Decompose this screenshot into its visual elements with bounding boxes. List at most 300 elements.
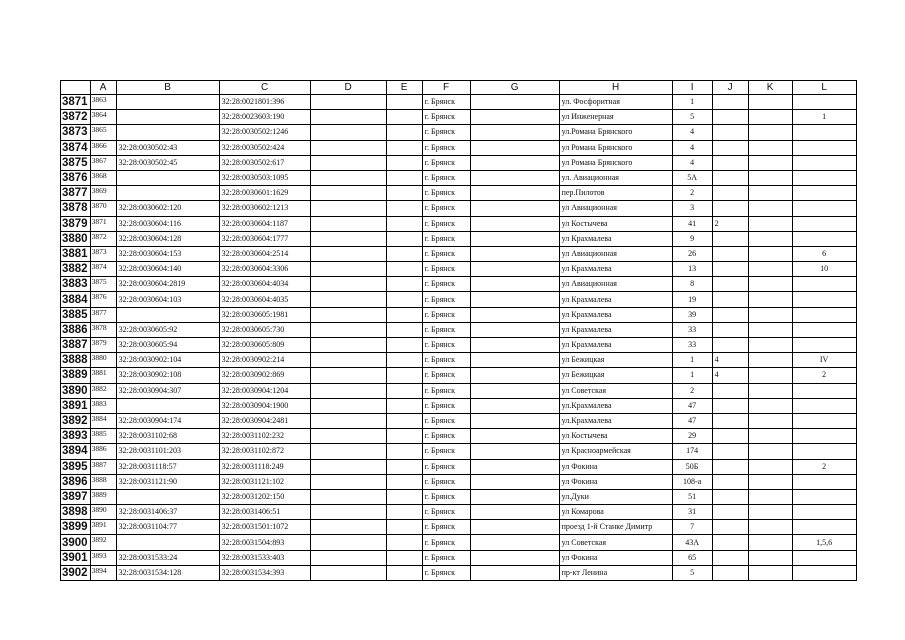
cell-j[interactable] [712,125,748,140]
cell-c[interactable]: 32:28:0030604:3306 [219,262,310,277]
cell-l[interactable] [792,307,856,322]
cell-i[interactable]: 13 [672,262,712,277]
cell-g[interactable] [470,535,559,550]
cell-h[interactable]: ул Комарова [559,505,672,520]
cell-g[interactable] [470,398,559,413]
cell-e[interactable] [386,231,422,246]
column-header-l[interactable]: L [792,81,856,95]
cell-e[interactable] [386,216,422,231]
cell-e[interactable] [386,170,422,185]
cell-g[interactable] [470,186,559,201]
cell-a[interactable]: 3889 [90,489,116,504]
cell-k[interactable] [748,201,792,216]
cell-f[interactable]: г. Брянск [422,140,470,155]
cell-d[interactable] [310,565,386,580]
cell-d[interactable] [310,110,386,125]
cell-a[interactable]: 3881 [90,368,116,383]
row-number[interactable]: 3876 [61,170,91,185]
cell-g[interactable] [470,292,559,307]
cell-l[interactable]: 1 [792,110,856,125]
cell-l[interactable] [792,95,856,110]
cell-h[interactable]: ул Советская [559,535,672,550]
cell-h[interactable]: ул.Романа Брянского [559,125,672,140]
cell-e[interactable] [386,322,422,337]
cell-k[interactable] [748,322,792,337]
cell-i[interactable]: 39 [672,307,712,322]
cell-c[interactable]: 32:28:0030503:1095 [219,170,310,185]
cell-c[interactable]: 32:28:0031202:150 [219,489,310,504]
cell-d[interactable] [310,520,386,535]
cell-c[interactable]: 32:28:0030902:869 [219,368,310,383]
cell-g[interactable] [470,338,559,353]
cell-c[interactable]: 32:28:0030904:1204 [219,383,310,398]
cell-i[interactable]: 5 [672,565,712,580]
cell-i[interactable]: 19 [672,292,712,307]
cell-a[interactable]: 3890 [90,505,116,520]
cell-g[interactable] [470,216,559,231]
row-number[interactable]: 3889 [61,368,91,383]
cell-a[interactable]: 3869 [90,186,116,201]
cell-h[interactable]: ул Авиационная [559,246,672,261]
cell-f[interactable]: г. Брянск [422,565,470,580]
cell-c[interactable]: 32:28:0030605:730 [219,322,310,337]
cell-a[interactable]: 3872 [90,231,116,246]
row-number[interactable]: 3871 [61,95,91,110]
cell-e[interactable] [386,262,422,277]
cell-f[interactable]: г. Брянск [422,125,470,140]
cell-i[interactable]: 8 [672,277,712,292]
cell-h[interactable]: ул Фокина [559,550,672,565]
cell-g[interactable] [470,95,559,110]
cell-j[interactable] [712,338,748,353]
cell-f[interactable]: г. Брянск [422,170,470,185]
cell-c[interactable]: 32:28:0031102:232 [219,429,310,444]
cell-c[interactable]: 32:28:0030604:1777 [219,231,310,246]
cell-l[interactable] [792,277,856,292]
cell-g[interactable] [470,565,559,580]
cell-b[interactable]: 32:28:0030602:120 [116,201,219,216]
cell-j[interactable] [712,246,748,261]
cell-e[interactable] [386,459,422,474]
cell-j[interactable]: 4 [712,368,748,383]
cell-i[interactable]: 33 [672,322,712,337]
cell-d[interactable] [310,413,386,428]
row-number[interactable]: 3881 [61,246,91,261]
cell-i[interactable]: 50Б [672,459,712,474]
cell-f[interactable]: г. Брянск [422,95,470,110]
cell-l[interactable]: 1,5,6 [792,535,856,550]
cell-g[interactable] [470,155,559,170]
cell-e[interactable] [386,535,422,550]
cell-e[interactable] [386,429,422,444]
cell-i[interactable]: 29 [672,429,712,444]
cell-h[interactable]: ул Фокина [559,459,672,474]
row-number[interactable]: 3896 [61,474,91,489]
cell-l[interactable]: 10 [792,262,856,277]
cell-f[interactable]: г. Брянск [422,535,470,550]
cell-k[interactable] [748,459,792,474]
cell-b[interactable]: 32:28:0030604:140 [116,262,219,277]
cell-g[interactable] [470,368,559,383]
cell-i[interactable]: 4 [672,125,712,140]
cell-a[interactable]: 3892 [90,535,116,550]
cell-k[interactable] [748,429,792,444]
cell-k[interactable] [748,277,792,292]
cell-j[interactable] [712,322,748,337]
cell-a[interactable]: 3885 [90,429,116,444]
cell-i[interactable]: 5А [672,170,712,185]
cell-i[interactable]: 65 [672,550,712,565]
column-header-i[interactable]: I [672,81,712,95]
cell-j[interactable] [712,186,748,201]
column-header-k[interactable]: K [748,81,792,95]
cell-j[interactable] [712,292,748,307]
cell-j[interactable] [712,489,748,504]
cell-f[interactable]: г. Брянск [422,505,470,520]
cell-b[interactable]: 32:28:0030902:104 [116,353,219,368]
cell-k[interactable] [748,489,792,504]
cell-b[interactable]: 32:28:0030604:153 [116,246,219,261]
cell-f[interactable]: г. Брянск [422,186,470,201]
cell-d[interactable] [310,383,386,398]
cell-g[interactable] [470,413,559,428]
row-number[interactable]: 3887 [61,338,91,353]
cell-d[interactable] [310,429,386,444]
cell-l[interactable] [792,125,856,140]
cell-c[interactable]: 32:28:0030604:4035 [219,292,310,307]
cell-b[interactable] [116,95,219,110]
cell-j[interactable] [712,277,748,292]
cell-a[interactable]: 3891 [90,520,116,535]
cell-b[interactable]: 32:28:0030604:116 [116,216,219,231]
cell-l[interactable] [792,231,856,246]
row-number[interactable]: 3880 [61,231,91,246]
cell-j[interactable] [712,535,748,550]
cell-l[interactable] [792,216,856,231]
cell-j[interactable] [712,95,748,110]
cell-b[interactable]: 32:28:0030605:94 [116,338,219,353]
cell-i[interactable]: 1 [672,95,712,110]
cell-d[interactable] [310,398,386,413]
cell-h[interactable]: ул Авиационная [559,277,672,292]
column-header-j[interactable]: J [712,81,748,95]
cell-c[interactable]: 32:28:0031504:893 [219,535,310,550]
cell-g[interactable] [470,201,559,216]
cell-e[interactable] [386,155,422,170]
cell-g[interactable] [470,277,559,292]
cell-a[interactable]: 3870 [90,201,116,216]
cell-a[interactable]: 3874 [90,262,116,277]
cell-g[interactable] [470,474,559,489]
cell-h[interactable]: ул Костычева [559,429,672,444]
cell-b[interactable]: 32:28:0030605:92 [116,322,219,337]
cell-l[interactable] [792,140,856,155]
row-number[interactable]: 3882 [61,262,91,277]
column-header-c[interactable]: C [219,81,310,95]
cell-k[interactable] [748,565,792,580]
cell-c[interactable]: 32:28:0031533:403 [219,550,310,565]
row-number[interactable]: 3891 [61,398,91,413]
cell-d[interactable] [310,550,386,565]
row-number[interactable]: 3872 [61,110,91,125]
cell-d[interactable] [310,459,386,474]
cell-d[interactable] [310,246,386,261]
cell-a[interactable]: 3866 [90,140,116,155]
cell-h[interactable]: ул Красноармейская [559,444,672,459]
row-number[interactable]: 3902 [61,565,91,580]
row-number[interactable]: 3885 [61,307,91,322]
cell-f[interactable]: г. Брянск [422,277,470,292]
row-number[interactable]: 3892 [61,413,91,428]
cell-e[interactable] [386,110,422,125]
cell-c[interactable]: 32:28:0031534:393 [219,565,310,580]
row-number[interactable]: 3901 [61,550,91,565]
cell-h[interactable]: ул Романа Брянского [559,140,672,155]
cell-l[interactable]: IV [792,353,856,368]
cell-h[interactable]: проезд 1-й Станке Димитр [559,520,672,535]
cell-a[interactable]: 3893 [90,550,116,565]
column-header-d[interactable]: D [310,81,386,95]
cell-l[interactable] [792,565,856,580]
cell-k[interactable] [748,216,792,231]
cell-f[interactable]: г. Брянск [422,489,470,504]
cell-k[interactable] [748,110,792,125]
cell-j[interactable] [712,262,748,277]
cell-j[interactable] [712,429,748,444]
row-number[interactable]: 3877 [61,186,91,201]
cell-c[interactable]: 32:28:0030604:1187 [219,216,310,231]
cell-d[interactable] [310,474,386,489]
cell-a[interactable]: 3880 [90,353,116,368]
cell-d[interactable] [310,368,386,383]
cell-j[interactable] [712,565,748,580]
cell-a[interactable]: 3887 [90,459,116,474]
cell-b[interactable]: 32:28:0030904:174 [116,413,219,428]
cell-c[interactable]: 32:28:0031406:51 [219,505,310,520]
cell-h[interactable]: ул Бежицкая [559,368,672,383]
row-number[interactable]: 3890 [61,383,91,398]
cell-k[interactable] [748,95,792,110]
cell-j[interactable] [712,474,748,489]
cell-c[interactable]: 32:28:0030602:1213 [219,201,310,216]
cell-f[interactable]: г. Брянск [422,216,470,231]
cell-b[interactable]: 32:28:0030604:2819 [116,277,219,292]
cell-j[interactable] [712,307,748,322]
cell-i[interactable]: 1 [672,353,712,368]
cell-g[interactable] [470,459,559,474]
cell-c[interactable]: 32:28:0030601:1629 [219,186,310,201]
cell-k[interactable] [748,383,792,398]
cell-b[interactable]: 32:28:0031101:203 [116,444,219,459]
cell-l[interactable] [792,444,856,459]
cell-c[interactable]: 32:28:0030904:2481 [219,413,310,428]
cell-f[interactable]: г. Брянск [422,520,470,535]
cell-e[interactable] [386,292,422,307]
row-number[interactable]: 3900 [61,535,91,550]
row-number[interactable]: 3873 [61,125,91,140]
cell-f[interactable]: г. Брянск [422,413,470,428]
cell-f[interactable]: г. Брянск [422,231,470,246]
cell-c[interactable]: 32:28:0031121:102 [219,474,310,489]
cell-j[interactable]: 2 [712,216,748,231]
cell-c[interactable]: 32:28:0031102:872 [219,444,310,459]
cell-k[interactable] [748,353,792,368]
column-header-a[interactable]: A [90,81,116,95]
cell-f[interactable]: г. Брянск [422,307,470,322]
cell-e[interactable] [386,505,422,520]
cell-f[interactable]: г. Брянск [422,110,470,125]
cell-i[interactable]: 4 [672,155,712,170]
cell-f[interactable]: г. Брянск [422,322,470,337]
cell-k[interactable] [748,140,792,155]
cell-g[interactable] [470,125,559,140]
cell-d[interactable] [310,262,386,277]
cell-f[interactable]: г. Брянск [422,368,470,383]
cell-b[interactable]: 32:28:0031102:68 [116,429,219,444]
cell-l[interactable] [792,170,856,185]
cell-i[interactable]: 2 [672,186,712,201]
cell-a[interactable]: 3879 [90,338,116,353]
row-number[interactable]: 3884 [61,292,91,307]
column-header-f[interactable]: F [422,81,470,95]
cell-h[interactable]: пр-кт Ленина [559,565,672,580]
cell-j[interactable] [712,398,748,413]
cell-j[interactable] [712,170,748,185]
cell-i[interactable]: 47 [672,398,712,413]
cell-c[interactable]: 32:28:0030604:4034 [219,277,310,292]
cell-h[interactable]: ул Крахмалева [559,307,672,322]
cell-i[interactable]: 31 [672,505,712,520]
cell-d[interactable] [310,140,386,155]
cell-h[interactable]: ул Авиационная [559,201,672,216]
cell-g[interactable] [470,246,559,261]
cell-a[interactable]: 3877 [90,307,116,322]
cell-e[interactable] [386,201,422,216]
cell-c[interactable]: 32:28:0031501:1072 [219,520,310,535]
row-number[interactable]: 3893 [61,429,91,444]
cell-i[interactable]: 108-а [672,474,712,489]
row-number[interactable]: 3879 [61,216,91,231]
cell-h[interactable]: ул.Дуки [559,489,672,504]
cell-d[interactable] [310,231,386,246]
row-number[interactable]: 3878 [61,201,91,216]
cell-e[interactable] [386,140,422,155]
cell-e[interactable] [386,338,422,353]
cell-i[interactable]: 4 [672,140,712,155]
cell-f[interactable]: г. Брянск [422,246,470,261]
cell-d[interactable] [310,307,386,322]
cell-h[interactable]: ул Крахмалева [559,231,672,246]
cell-k[interactable] [748,368,792,383]
cell-b[interactable] [116,489,219,504]
cell-b[interactable]: 32:28:0031406:37 [116,505,219,520]
cell-h[interactable]: ул.Крахмалева [559,398,672,413]
cell-a[interactable]: 3886 [90,444,116,459]
cell-a[interactable]: 3871 [90,216,116,231]
cell-d[interactable] [310,505,386,520]
cell-j[interactable] [712,444,748,459]
cell-e[interactable] [386,520,422,535]
cell-l[interactable] [792,505,856,520]
cell-i[interactable]: 174 [672,444,712,459]
row-number[interactable]: 3894 [61,444,91,459]
row-number[interactable]: 3886 [61,322,91,337]
cell-e[interactable] [386,353,422,368]
cell-d[interactable] [310,125,386,140]
cell-e[interactable] [386,565,422,580]
cell-d[interactable] [310,444,386,459]
column-header-h[interactable]: H [559,81,672,95]
cell-h[interactable]: ул.Крахмалева [559,413,672,428]
cell-g[interactable] [470,262,559,277]
cell-f[interactable]: г. Брянск [422,262,470,277]
cell-i[interactable]: 43А [672,535,712,550]
cell-g[interactable] [470,170,559,185]
cell-b[interactable]: 32:28:0031534:128 [116,565,219,580]
row-number[interactable]: 3888 [61,353,91,368]
cell-b[interactable]: 32:28:0030502:43 [116,140,219,155]
cell-f[interactable]: г. Брянск [422,201,470,216]
cell-b[interactable]: 32:28:0031121:90 [116,474,219,489]
cell-c[interactable]: 32:28:0030605:1981 [219,307,310,322]
cell-f[interactable]: г. Брянск [422,550,470,565]
cell-g[interactable] [470,110,559,125]
cell-j[interactable] [712,413,748,428]
cell-c[interactable]: 32:28:0030902:214 [219,353,310,368]
cell-i[interactable]: 41 [672,216,712,231]
cell-e[interactable] [386,125,422,140]
cell-a[interactable]: 3863 [90,95,116,110]
cell-h[interactable]: ул Крахмалева [559,338,672,353]
cell-e[interactable] [386,368,422,383]
cell-l[interactable] [792,550,856,565]
cell-k[interactable] [748,474,792,489]
cell-k[interactable] [748,413,792,428]
cell-a[interactable]: 3864 [90,110,116,125]
cell-h[interactable]: ул Крахмалева [559,322,672,337]
cell-l[interactable] [792,489,856,504]
cell-a[interactable]: 3875 [90,277,116,292]
cell-h[interactable]: пер.Пилотов [559,186,672,201]
cell-l[interactable] [792,155,856,170]
cell-g[interactable] [470,353,559,368]
cell-h[interactable]: ул Костычева [559,216,672,231]
cell-k[interactable] [748,231,792,246]
cell-l[interactable] [792,186,856,201]
cell-d[interactable] [310,216,386,231]
column-header-e[interactable]: E [386,81,422,95]
cell-g[interactable] [470,231,559,246]
cell-k[interactable] [748,550,792,565]
cell-b[interactable]: 32:28:0031104:77 [116,520,219,535]
cell-l[interactable] [792,429,856,444]
cell-l[interactable] [792,413,856,428]
cell-h[interactable]: ул Крахмалева [559,292,672,307]
cell-a[interactable]: 3884 [90,413,116,428]
cell-i[interactable]: 5 [672,110,712,125]
cell-f[interactable]: г. Брянск [422,459,470,474]
cell-k[interactable] [748,338,792,353]
column-header-g[interactable]: G [470,81,559,95]
cell-d[interactable] [310,489,386,504]
cell-k[interactable] [748,444,792,459]
cell-d[interactable] [310,277,386,292]
cell-b[interactable] [116,186,219,201]
cell-l[interactable] [792,292,856,307]
cell-b[interactable] [116,110,219,125]
cell-b[interactable] [116,398,219,413]
cell-g[interactable] [470,505,559,520]
